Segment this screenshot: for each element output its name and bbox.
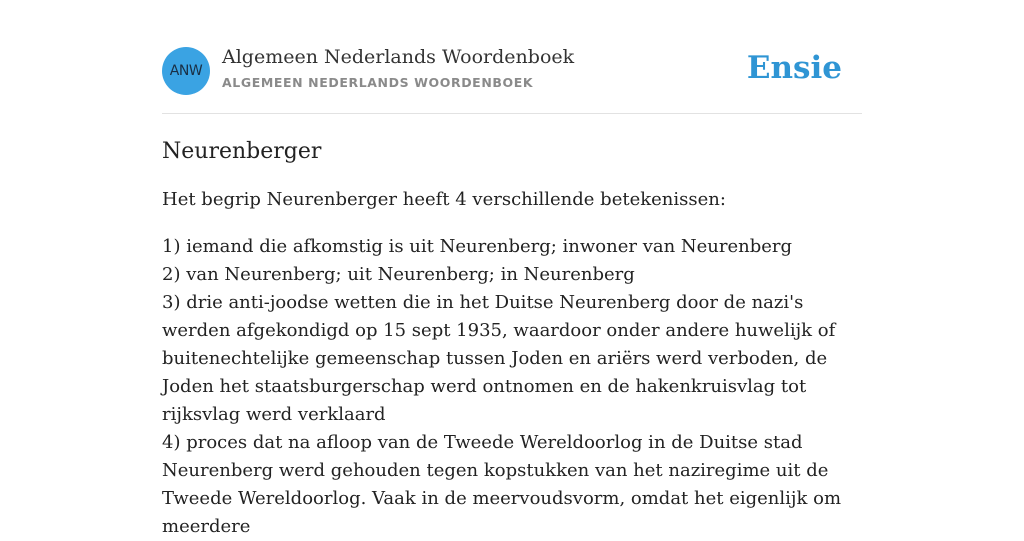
definition-item: 4) proces dat na afloop van de Tweede Wereldoorlog in de Duitse stad Neurenberg werd gehouden tegen kopstukken van het naziregime uit de Tweede Wereldoorlog. Vaak in de meervoudsvorm, omdat het eigenlijk om meerdere bbox=[162, 432, 842, 537]
anw-logo[interactable]: ANW bbox=[162, 47, 210, 95]
site-header bbox=[162, 46, 862, 96]
site-subtitle: ALGEMEEN NEDERLANDS WOORDENBOEK bbox=[222, 75, 534, 90]
entry-content bbox=[162, 137, 872, 541]
header-divider bbox=[162, 113, 862, 114]
entry-intro: Het begrip Neurenberger heeft 4 verschillende betekenissen: bbox=[162, 189, 726, 210]
definition-item: 1) iemand die afkomstig is uit Neurenberg; inwoner van Neurenberg bbox=[162, 236, 793, 257]
definition-item: 2) van Neurenberg; uit Neurenberg; in Neurenberg bbox=[162, 264, 635, 285]
definition-item: 3) drie anti-joodse wetten die in het Duitse Neurenberg door de nazi's werden afgekondigd op 15 sept 1935, waardoor onder andere huwelijk of buitenechtelijke gemeenschap tussen Joden en ariërs werd verboden, de Joden het staatsburgerschap werd ontnomen en de hakenkruisvlag tot rijksvlag werd verklaard bbox=[162, 292, 836, 425]
ensie-logo[interactable]: Ensie bbox=[746, 50, 842, 86]
site-title[interactable]: Algemeen Nederlands Woordenboek bbox=[222, 46, 575, 68]
entry-title: Neurenberger bbox=[162, 139, 322, 164]
definition-list bbox=[162, 233, 872, 541]
